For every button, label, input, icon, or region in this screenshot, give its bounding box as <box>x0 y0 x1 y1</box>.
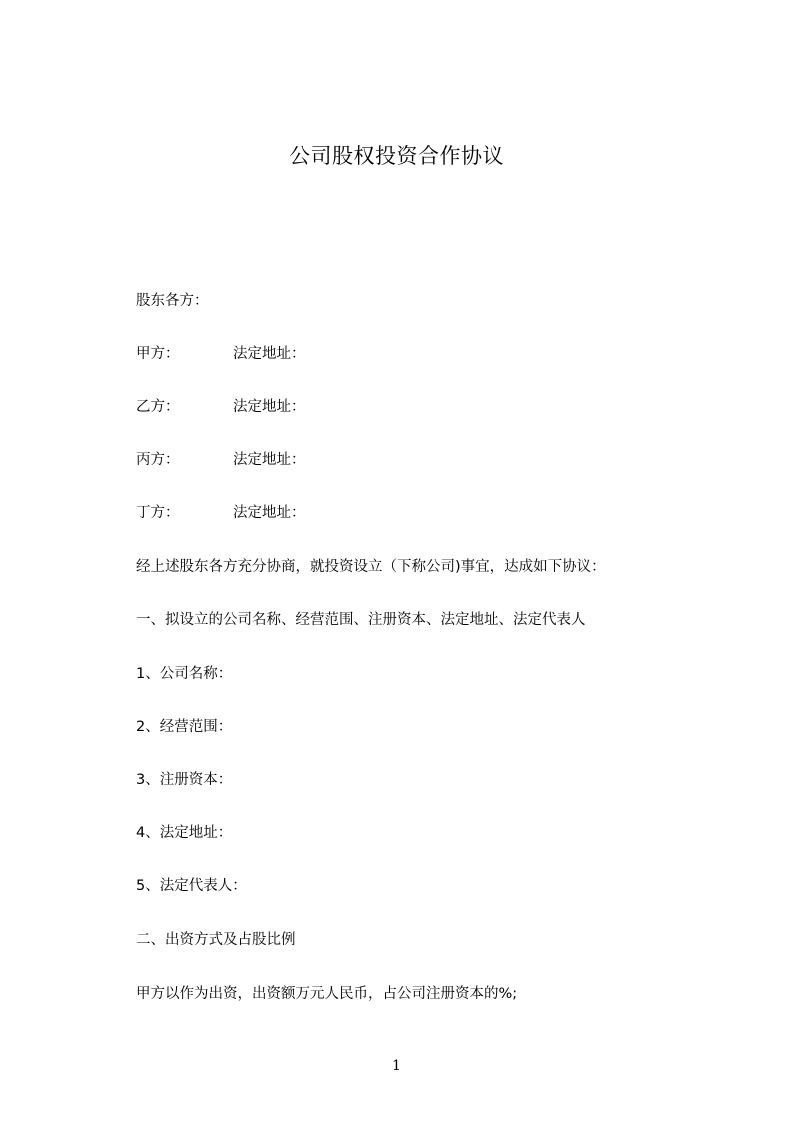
party-row-a <box>136 344 306 364</box>
shareholders-heading: 股东各方： <box>136 293 209 309</box>
section-1-heading: 一、拟设立的公司名称、经营范围、注册资本、法定地址、法定代表人 <box>136 612 586 628</box>
page-number: 1 <box>392 1058 401 1074</box>
party-name: 乙方： <box>136 399 180 415</box>
section-1-item: 1、公司名称： <box>136 666 233 682</box>
section-1-item: 2、经营范围： <box>136 719 233 735</box>
party-name: 丁方： <box>136 505 180 521</box>
party-address-label: 法定地址： <box>233 452 306 468</box>
section-2-heading: 二、出资方式及占股比例 <box>136 932 296 948</box>
party-address-label: 法定地址： <box>233 346 306 362</box>
party-address-label: 法定地址： <box>233 399 306 415</box>
document-title: 公司股权投资合作协议 <box>289 144 504 168</box>
party-address-label: 法定地址： <box>233 505 306 521</box>
party-row-c <box>136 450 306 470</box>
section-1-item: 4、法定地址： <box>136 825 233 841</box>
section-2-party-a-contribution: 甲方以作为出资，出资额万元人民币，占公司注册资本的%; <box>136 986 518 1002</box>
section-1-item: 5、法定代表人： <box>136 878 247 894</box>
party-row-b <box>136 397 306 417</box>
section-1-item: 3、注册资本： <box>136 772 233 788</box>
party-row-d <box>136 503 306 523</box>
party-name: 甲方： <box>136 346 180 362</box>
intro-paragraph: 经上述股东各方充分协商，就投资设立（下称公司)事宜，达成如下协议： <box>136 559 606 575</box>
party-name: 丙方： <box>136 452 180 468</box>
